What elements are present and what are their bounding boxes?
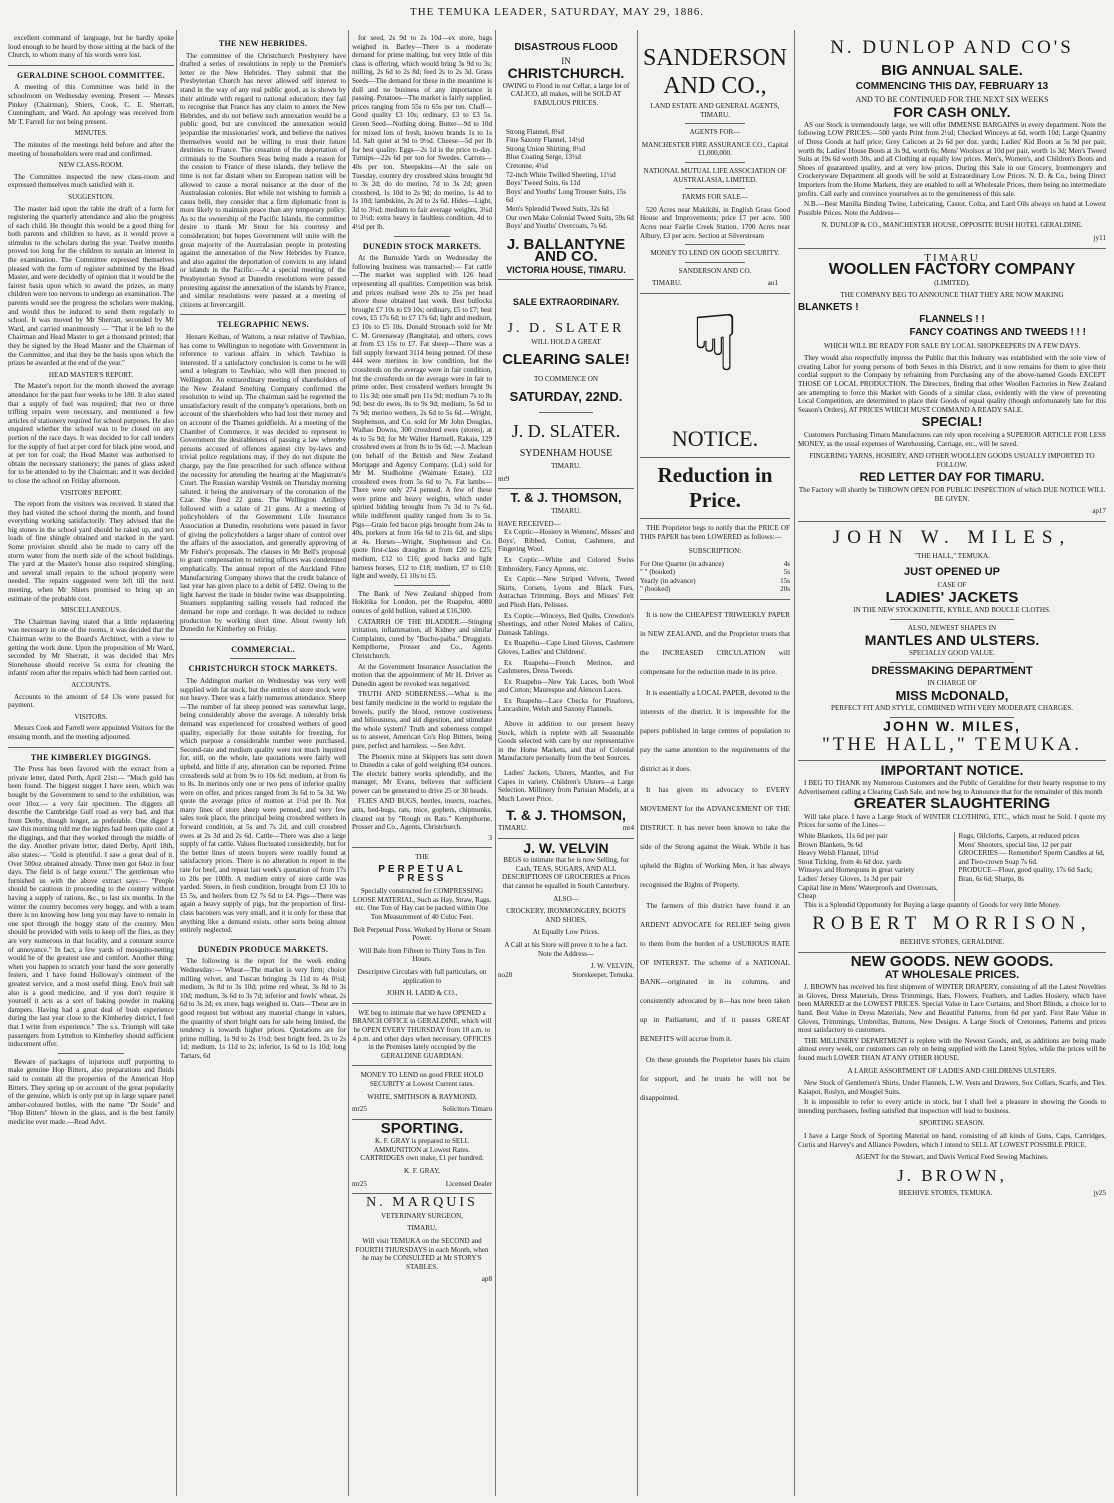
ad-text: TIMARU. xyxy=(551,507,581,515)
ad-text: LAND ESTATE AND GENERAL AGENTS, TIMARU. xyxy=(650,102,780,119)
article-text: TRUTH AND SOBERNESS.—What is the best family medicine in the world to regulate the bowels, purify the blood, remove costiveness and biliousness, and aid digestion, and stimulate the whole system? Truth and soberness compel us to answer, American Co's Hop Bitters, being pure, perfect and harmless. —See Advt. xyxy=(352,690,492,750)
ad-code: ap8 xyxy=(481,1275,492,1284)
article-text: The Master's report for the month showed the average attendance for the past four weeks to be 180. It also stated that a supply of fuel was required; that two or three trifling repairs were necessary, and mentioned a few articles of stationery required for school purposes. He also enquired whether the school was to be closed on any portion of the race days. It was decided to for call tenders for the supply of fuel at per cord for black pine wood, and at per ton for coal; the Head Master was authorised to obtain the necessary stationery; the panes of glass asked for to be attended to by the Chairman; and it was decided to close the school on Friday afternoon. xyxy=(8,382,174,485)
ad-title: SANDERSON xyxy=(642,45,788,71)
column-rule xyxy=(348,30,349,1496)
ad-title: "THE HALL," TEMUKA. xyxy=(821,734,1083,756)
ad-title: JUST OPENED UP xyxy=(904,566,1000,579)
subscription-price: 4s xyxy=(783,559,790,568)
subscription-price: 20s xyxy=(780,585,790,594)
divider xyxy=(685,262,745,263)
ad-text: At Equally Low Prices. xyxy=(532,928,600,937)
ad-text: CROCKERY, IRONMONGERY, BOOTS AND SHOES, xyxy=(506,907,626,924)
article-text: Above in addition to our present heavy Stock, which is replete with all Seasonable Goods selected with care by our representative in the Home Markets, and that of Colonial Manufacture personally from the best Sources. xyxy=(498,720,634,763)
pointing-hand-icon: ☟ xyxy=(691,299,739,387)
ad-text: IN xyxy=(561,55,571,66)
section-heading: ACCOUNTS. xyxy=(71,680,111,689)
subscription-price: 5s xyxy=(783,568,790,577)
article-text: The Bank of New Zealand shipped from Hokitika for London, per the Ruapehu, 4080 ounces of gold bullion, valued at £16,300. xyxy=(352,589,492,615)
ad-title: J. D. SLATER. xyxy=(511,421,621,442)
divider xyxy=(180,639,346,640)
price-item: Strong Flannel, 8¼d xyxy=(506,127,564,136)
divider xyxy=(352,847,492,848)
list-item: Ex Coptic—White and Colored Swiss Embroidery, Fancy Aprons, etc. xyxy=(498,555,634,573)
divider xyxy=(352,1193,492,1194)
ad-title: WOOLLEN FACTORY COMPANY xyxy=(828,261,1076,279)
article-heading: CHRISTCHURCH STOCK MARKETS. xyxy=(188,664,338,674)
ad-title: T. & J. THOMSON, xyxy=(510,490,622,506)
list-item: Ex Ruapehu—French Merinos, and Cashmeres, Dress Tweeds. xyxy=(498,658,634,676)
ad-text: ALSO, NEWEST SHAPES IN xyxy=(907,623,997,632)
ad-text: BEEHIVE STORES, TEMUKA. xyxy=(898,1188,993,1197)
list-item: Ex Coptic—Hosiery in Womens', Misses' and Boys', Ribbed, Cotton, Cashmere, and Fingering Wool. xyxy=(498,528,634,554)
ad-text: TIMARU. xyxy=(551,462,581,471)
article-text: They would also respectfully impress the Public that this Industry was established with the sole view of creating Labor for young persons of both Sexes in this District, and it now remains for them to give their cordial support to the Company by refraining from Purchasing any of the above-named Goods EXCEPT THOSE OF LOCAL PRODUCTION. The Directors, finding that other Woollen Factories in New Zealand are attempting to force this Market with Goods of a similar class, evidently with the view of preventing Local Competition, are determined to place their Goods of equal quality (though unfortunately late for this Season's Orders), AT PRICES WHICH MUST COMMAND A READY SALE. xyxy=(798,354,1106,414)
list-item: Ex Coptic—Winceys, Bed Quilts, Crewdon's Sheetings, and other Noted Makes of Calico, Damask Tablings. xyxy=(498,611,634,637)
article-text: Messrs Cook and Farrell were appointed Visitors for the ensuing month, and the meeting adjourned. xyxy=(8,724,174,741)
ad-code: jy25 xyxy=(1093,1188,1106,1197)
ad-text: A LARGE ASSORTMENT OF LADIES AND CHILDRENS ULSTERS. xyxy=(847,1066,1057,1075)
ad-title: SALE EXTRAORDINARY. xyxy=(512,297,620,308)
divider xyxy=(180,314,346,315)
ad-text: THE COMPANY BEG TO ANNOUNCE THAT THEY ARE NOW MAKING xyxy=(840,291,1064,300)
ad-text: Will visit TEMUKA on the SECOND and FOURTH THURSDAYS in each Month, when he may be CONSULTED at Mr STORY'S STABLES. xyxy=(355,1237,489,1271)
ad-text: The Factory will shortly be THROWN OPEN FOR PUBLIC INSPECTION of which DUE NOTICE WILL BE GIVEN. xyxy=(798,485,1106,503)
price-item: GROCERIES — Remember! Sperm Candles at 6d, and Two-crown Soap 7s 6d. xyxy=(958,849,1105,866)
ad-title: IMPORTANT NOTICE. xyxy=(880,762,1024,779)
section-heading: NEW CLASS-ROOM. xyxy=(58,161,124,170)
column-rule xyxy=(794,30,795,1496)
subscription-label: " " (booked) xyxy=(640,568,675,577)
ad-title: SYDENHAM HOUSE xyxy=(519,447,613,459)
list-item: Ex Ruapehu—Cape Lined Gloves, Cashmere Gloves, Ladies' and Childrens'. xyxy=(498,639,634,656)
divider xyxy=(230,939,296,940)
ad-text: TIMARU xyxy=(924,251,980,264)
ad-code: jy11 xyxy=(1093,233,1106,242)
section-heading: VISITORS' REPORT. xyxy=(59,488,123,497)
article-text: Beware of packages of injurious stuff purporting to make genuine Hop Bitters, also preparations and fluids said to contain all the properties of the American Hop Bitters. They spring up on account of the great popularity of the genuine, which is only put up in large square panel amber-coloured bottles, with the name "Dr Soule" and "Hop Bitters" blown in the glass, and is the best family medicine ever made.—Read Advt. xyxy=(8,1057,174,1126)
divider xyxy=(798,248,1106,249)
article-text: The master laid upon the table the draft of a form for registering the quarterly attendance and also the progress of each child. He thought this would be a good thing for both parents and children to have, as it would prove a stimulus to the scholars during the year. Twelve months proved too long for the children to sustain an interest in the examination. The Committee expressed themselves pleased with the form of register submitted by the Head Master, and were decidedly of opinion that it would be the fairest basis upon which to award the prizes, as many children were too nervous to undergo an examination. The parents would see the progress the scholars were making, and would thus be induced to send them regularly to school. It was moved by Mr Sherratt, seconded by Mr Ward, and carried unanimously — "That it be left to the Chairman and Head Master to get a thousand printed; that they be signed by the Head Master and the Chairman of the Committee, and that they be the basis upon which the prizes be awarded at the end of the year." xyxy=(8,204,174,368)
ad-title: MISS McDONALD, xyxy=(895,687,1009,703)
ad-text: HAVE RECEIVED— xyxy=(498,519,561,528)
divider xyxy=(685,162,745,163)
list-item: Ex Ruapehu—Lace Checks for Pinafores, Lancashire, Welsh and Saxony Flannels. xyxy=(498,696,634,714)
article-heading: GERALDINE SCHOOL COMMITTEE. xyxy=(17,70,165,80)
article-text: The committee of the Christchurch Presbytery have drafted a series of resolutions in reply to the Premier's letter re the New Hebrides. They submit that the Presbyterian Church has never allowed self interest to stand in the way of any real public good, as is shown by their attitude with regard to national education; they fail to recognise that France has any claim to annex the New Hebrides, and do not believe such annexation would be a public good, but are convinced the annexation would jeopardise the missionaries' work, and believe the natives themselves would not be willing to trust their future destinies to France. The cessation of the deportation of criminals to the Southern Seas being made a reason for the cession to France of these islands, they believe the time is not far distant when no European nation will be allowed to cause a moral nuisance at the door of the Australasian colonies. But while not wishing to furnish a casus belli, they consider that a firm diplomatic front is more likely to maintain peace than any temporary policy. As to the ownership of the Pacific Islands, the committee desire to thank Mr Stout for his courtesy and consideration; but hopes Government will unite with the great majority of the Australasian people in protesting against the annexation of the New Hebrides by France, and also against the deportation of convicts to any island or islands in the Pacific.—At a special meeting of the Presbyterian Synod at Dunedin resolutions were passed protesting against the annexation of the islands by France, and similar resolutions were passed at a meeting of citizens at Invercargill. xyxy=(180,51,346,309)
ad-footer xyxy=(352,1180,492,1189)
article-text: THE Proprietor begs to notify that the PRICE OF THIS PAPER has been LOWERED as follows:— xyxy=(640,523,790,541)
ad-text: SPORTING SEASON. xyxy=(919,1119,985,1128)
article-text: The Chairman having stated that a little replastering was necessary in one of the rooms, it was decided that the Chairman write to the Board's Architect, with a view to getting the work done. Upon the proposition of Mr Ward, seconded by Mr Sherratt, it was decided that Mrs Stonehouse should receive 5s extra for cleaning the infants' room after the repairs which had been carried out. xyxy=(8,617,174,678)
price-item: PRODUCE—Flour, good quality, 17s 6d Sack; Bran, 6s 6d; Sharps, 8s xyxy=(958,866,1093,883)
ad-title: J. W. VELVIN xyxy=(523,839,609,856)
price-item: White Blankets, 11s 6d per pair xyxy=(798,832,888,841)
article-text: The report from the visitors was received. It stated that they had visited the school during the month, and found everything working satisfactorily. They advised that the big stones in the school yard should be raked up, and ten loads of fine shingle obtained and stacked in the yard. Some provision should also be made to carry off the storm water from the north side of the school buildings. The yard at the Master's house also required shingling, and several small repairs to the school property were needed. The repairs suggested were left till the next meeting, when Mr Shiers promised to bring up an estimate of the probable cost. xyxy=(8,500,174,603)
price-item: Strong Union Shirting, 8½d xyxy=(506,144,586,153)
section-heading: HEAD MASTER'S REPORT. xyxy=(48,370,134,379)
ad-text: IN CHARGE OF xyxy=(927,679,977,688)
divider xyxy=(685,244,745,245)
article-text: At the Burnside Yards on Wednesday the following business was transacted:— Fat cattle—The market was supplied with 126 head representing all qualities. Competition was brisk and prices realised were 20s to 25s per head above those obtained last week. Best bullocks brought £7 10s to £9 10s; ordinary, £5 to £7; best cows, £5 17s 6d; to £7 17s 6d; light and medium, £3 10s to £5 10s. Donald Stronach sold for Mr C. M. Greenaway (Rangitata), and others, cows at from £3 15s to £7. Fat sheep—There was a full supply forward 3114 being penned. Of these 444 were merinos in low condition, but the crossbreds on the average were in fair condition, but the crossbreds on the average were in fair to prime order. Best crossbred wethers brought 9s to 11s 3d; one small pen 11s 9d; medium 7s to 8s 9d; best do ewes, 8s to 9s 9d; medium, 5s 6d to 7s 9d; merino wethers, 2s 6d to 5s 6d.—Wright, Stephenson, and Co. sold for Mr John Douglas, Waihao Downs, 300 crossbred ewes (stores), at 4s to 5s 9d; for Mr Walter Hartnell, Rakaia, 129 crossbred ewes at from 8s to 9s 6d; —J. Maclean (on behalf of the British and New Zealand Mortgage and Agency Company, (Ld.) sold for Mr M. Studholme (Waimate Estate), 132 crossbred ewes from 5s 6d to 7s. Fat lambs—There were only 274 penned. A few of these were prime and heavy weights, which under spirited bidding brought from 7s 3d to 7s 6d, while indifferent quality ranged from 3s to 5s. Pigs—Grain fed bacon pigs brought from 24s to 40s, porkers at from 16s 6d to 21s 6d, and slips at 4s. Horses—Wright, Stephenson and Co. quote first-class draughts at from £20 to £25; medium, £12 to £16; good hacks and light harness horses, £12 to £18; medium, £7 to £10; light and weedy, £1 10s to £5. xyxy=(352,254,492,581)
price-item: Cretonne, 4½d xyxy=(506,161,548,170)
ad-title: CLEARING SALE! xyxy=(502,351,630,369)
ad-text: MONEY TO LEND on good FREE HOLD SECURITY at Lowest Current rates. xyxy=(360,1071,484,1088)
section-heading: MISCELLANEOUS. xyxy=(60,606,122,615)
ad-title: NOTICE. xyxy=(671,425,759,451)
article-text: Accounts to the amount of £4 13s were passed for payment. xyxy=(8,692,174,710)
ad-text: WE beg to intimate that we have OPENED a BRANCH OFFICE in GERALDINE, which will be OPEN EVERY THURSDAY from 10 a.m. to 4 p.m. and other days when necessary. OFFICES in the Premises lately occupied by the GERALDINE GUARDIAN. xyxy=(352,1008,492,1060)
price-item: Blue Coating Serge, 13½d xyxy=(506,153,581,162)
article-text: The following is the report for the week ending Wednesday:— Wheat—The market is very firm; choice milling velvet, and Tuscan bringing 3s 11d to 4s 0½d; medium, 3s 8d to 3s 10d; prime red wheat, 3s 8d to 3s 10d; medium, 3s 6d to 3s 7d; inferior and fowls' wheat, 2s 6d to 3s 2d; ex store, bags weighed in. Oats—These are in good request but without any material change in values, the quantity of short bright oats for sale being limited, the tendency is towards higher prices. Quotations are for prime milling, 1s 9d to 2s 1½d; best bright feed, 2s to 2s 1d; medium, 1s 11d to 2s; inferior, 1s 6d to 1s 10d; long Tartars, 6d xyxy=(180,957,346,1060)
ad-text: Belt Perpetual Press. Worked by Horse or Steam Power. xyxy=(353,925,491,943)
divider xyxy=(58,1053,124,1054)
ad-title: NEW GOODS. NEW GOODS. xyxy=(850,952,1054,970)
ad-title: GREATER SLAUGHTERING xyxy=(853,795,1051,813)
ad-text: WILL HOLD A GREAT xyxy=(531,337,601,346)
subscription-label: " (booked) xyxy=(640,585,671,594)
ad-text: SPECIALLY GOOD VALUE. xyxy=(908,648,996,657)
ad-text: BEGS to intimate that he is now Selling, for Cash, TEAS, SUGARS, AND ALL DESCRIPTIONS OF GROCERIES at Prices that cannot be equalled in South Canterbury. xyxy=(501,856,631,890)
article-text: It is impossible to refer to every article in stock, but I shall feel a pleasure in showing the Goods to intending purchasers, feeling satisfied that inspection will lead to business. xyxy=(798,1098,1106,1115)
ad-footer xyxy=(798,1189,1106,1198)
price-lists xyxy=(798,832,1106,901)
list-item: Ex Coptic—New Striped Velvets, Tweed Skirts, Corsets, Lyons and Black Furs, Astrachan Trimming, Boys and Misses' Felt and Plush Hats, Pelisses. xyxy=(498,575,634,609)
ad-title: RED LETTER DAY FOR TIMARU. xyxy=(859,470,1045,485)
ad-title: J. BALLANTYNE xyxy=(506,235,626,253)
divider xyxy=(498,488,634,489)
article-text: On these grounds the Proprietor bases his claim for support, and he trusts he will not be disappointed. xyxy=(640,1055,790,1103)
article-text: I have a Large Stock of Sporting Material on hand, consisting of all kinds of Guns, Caps, Cartridges, Curtis and Harvey's and Alliance Powders, which I intend to SELL AT LOWEST POSSIBLE PRICE. xyxy=(798,1132,1106,1149)
article-text: I BEG TO THANK my Numerous Customers and the Public of Geraldine for their hearty response to my Advertisement calling a Clearing Cash Sale, and now beg to Announce that for the remainder of this month xyxy=(798,779,1106,796)
ad-title: LADIES' JACKETS xyxy=(885,588,1019,606)
article-text: This is a Splendid Opportunity for Buying a large quantity of Goods for very little Money. xyxy=(804,900,1061,909)
divider xyxy=(685,123,745,124)
ad-title: BIG ANNUAL SALE. xyxy=(881,62,1023,79)
ad-title: T. & J. THOMSON, xyxy=(506,807,626,824)
ad-footer xyxy=(498,971,634,980)
article-text: It is essentially a LOCAL PAPER, devoted to the interests of the district. It is impossible for the papers published in large centres of population to pay the same attention to the requirements of the district as it does. xyxy=(640,688,790,774)
price-item: Men's Splendid Tweed Suits, 32s 6d xyxy=(506,204,609,213)
ad-title: FLANNELS ! ! xyxy=(919,314,985,326)
subscription-row xyxy=(640,577,790,586)
subscription-row xyxy=(640,585,790,594)
ad-text: SUBSCRIPTION: xyxy=(688,547,742,556)
column-4 xyxy=(498,34,634,1494)
price-item: Rugs, Oilcloths, Carpets, at reduced prices xyxy=(958,832,1080,841)
ad-text: AGENTS FOR— xyxy=(689,128,741,137)
divider xyxy=(230,658,296,659)
divider xyxy=(640,293,790,294)
divider xyxy=(640,457,790,458)
article-text: N.B.—Best Manilla Binding Twine, Lubricating, Castor, Colza, and Lard Oils always on hand at Lowest Possible Prices. Note the Address— xyxy=(798,200,1106,217)
ad-title: JOHN W. MILES, xyxy=(883,717,1021,734)
ad-signature: J. W. VELVIN, xyxy=(590,962,634,971)
ad-title: DISASTROUS FLOOD xyxy=(514,42,618,53)
subscription-row xyxy=(640,560,790,569)
ad-signature: SANDERSON AND CO. xyxy=(678,266,752,275)
price-item: Heavy Welsh Flannel, 10½d xyxy=(798,849,879,858)
ad-code: mr9 xyxy=(498,474,510,483)
ad-code: no28 xyxy=(498,970,513,979)
ad-code: mr25 xyxy=(352,1105,367,1114)
ad-text: OWING to Flood in our Cellar, a large lot of CALICO, all makes, will be SOLD AT FABULOUS PRICES. xyxy=(502,81,630,107)
ad-code: 3 xyxy=(488,833,492,842)
ad-text: VICTORIA HOUSE, TIMARU. xyxy=(506,264,626,275)
divider xyxy=(394,585,450,586)
article-text: Henare Keihau, of Waitotu, a near relative of Tawhiao, has come to Wellington to negotiate with Government in reference to various affairs in which Tawhiao is interested. If a satisfactory conclusion is come to he will send a telegram to Tawhiao, who will then proceed to Wellington. An extraordinary meeting of shareholders of the New Zealand Smelting Company confirmed the resolution to wind up. The chairman said he regretted the unsatisfactory result of the company's operations, both on account of the shareholders who had lost their money and on account of the Thames goldfields. At a meeting of the Chamber of Commerce, it was decided to represent to Government the desirableness of passing a law whereby persons accused of offences against city by-laws and trivial police regulations may, if they do not dispute the charge, pay the fine prescribed for such offence without the necessity for attending the hearing at the Magistrate's Court. The Russian warship Vestnik on Thursday morning saluted, it being the anniversary of the coronation of the Czar. She fired 22 guns. The Wellington Artillery followed with a salute of 21 guns. At a meeting of policyholders of the Government Life Insurance Association at Dunedin, resolutions were passed in favor of giving the policyholders a larger share of control over the affairs of the association, and generally approving of Mr Fisher's proposals. The clauses in Mr Bell's proposal to grant compensation to retiring officers was condemned emphatically. The annual report of the Auckland Fibre Manufacturing Company shows that the credit balance of last year has given place to a debit of £492. Owing to the light harvest the trade in binder twine was disappointing. Steamers supplanting sailing vessels had reduced the demand for rope and cordage. It was decided to reduce production by working short time. About twenty left Dunedin for Kimberley on Friday. xyxy=(180,333,346,634)
article-text: FLIES AND BUGS, beetles, insects, roaches, ants, bed-bugs, rats, mice, gophers, chipmunks, cleared out by "Rough on Rats." Kempthorne, Prosser and Co., Agents, Christchurch. xyxy=(352,797,492,832)
article-text: The Phoenix mine at Skippers has sent down to Dunedin a cake of gold weighing 834 ounces. The electric battery works splendidly, and the manager, Mr Evans, believes that sufficient power can be generated to drive 25 or 30 heads. xyxy=(352,752,492,795)
ad-text: TIMARU. xyxy=(652,279,682,288)
price-item: Boys' and Youths' Long Trouser Suits, 15s 6d xyxy=(506,187,627,205)
ad-signature: JOHN H. LADD & CO., xyxy=(386,989,458,998)
ad-footer xyxy=(352,1105,492,1114)
article-heading: DUNEDIN STOCK MARKETS. xyxy=(362,241,482,251)
ad-text: "THE HALL," TEMUKA. xyxy=(914,551,990,560)
ad-code: au1 xyxy=(767,279,778,288)
ad-title: PERPETUAL PRESS xyxy=(378,864,466,884)
price-list-left xyxy=(798,832,946,901)
ad-text: TIMARU. xyxy=(498,824,528,832)
ad-text: Licensed Dealer xyxy=(445,1179,492,1188)
section-heading: SUGGESTION. xyxy=(68,192,114,201)
article-heading: DUNEDIN PRODUCE MARKETS. xyxy=(197,944,329,954)
divider xyxy=(685,188,745,189)
masthead: THE TEMUKA LEADER, SATURDAY, MAY 29, 1886. xyxy=(409,6,704,18)
article-text: THE MILLINERY DEPARTMENT is replete with the Newest Goods, and, as additions are being made almost every week, our customers can rely on being supplied with the Latest Styles, while the prices will be found much LOWER THAN AT ANY OTHER HOUSE. xyxy=(798,1036,1106,1062)
section-heading: VISITORS. xyxy=(74,712,108,721)
article-heading: THE NEW HEBRIDES. xyxy=(218,39,308,48)
ad-text: THE xyxy=(415,853,429,862)
ad-title: FANCY COATINGS AND TWEEDS ! ! ! xyxy=(909,327,1086,339)
divider xyxy=(539,412,593,413)
column-3 xyxy=(352,34,492,1494)
ad-title: FOR CASH ONLY. xyxy=(893,104,1011,121)
ad-footer xyxy=(640,279,790,288)
ad-title: Reduction in Price. xyxy=(657,462,773,512)
price-item: 72-inch White Twilled Sheeting, 11½d xyxy=(506,170,616,179)
divider xyxy=(8,65,174,66)
ad-text: MANCHESTER FIRE ASSURANCE CO., Capital £1,000,000. xyxy=(641,140,789,158)
column-2 xyxy=(180,34,346,1494)
divider xyxy=(498,279,634,280)
ad-title: N. MARQUIS xyxy=(366,1195,478,1211)
article-heading: COMMERCIAL. xyxy=(231,644,295,654)
ad-code: mr4 xyxy=(622,824,634,832)
ad-title: JOHN W. MILES, xyxy=(832,526,1072,548)
article-text: Customers Purchasing Timaru Manufactures can rely upon receiving a SUPERIOR ARTICLE FOR LESS MONEY, as the usual expenses of Warehousing, Carriage, etc., will be saved. xyxy=(798,431,1106,448)
list-item: Ex Ruapehu—New Yak Laces, both Wool and Cotton; Maurespue and Alencon Laces. xyxy=(498,677,634,695)
ad-title: BLANKETS ! xyxy=(798,301,859,313)
price-item: Brown Blankets, 9s 6d xyxy=(798,840,863,849)
article-heading: THE KIMBERLEY DIGGINGS. xyxy=(30,752,152,762)
article-text: The minutes of the meetings held before and after the meeting of householders were read and confirmed. xyxy=(8,140,174,158)
ad-title: SPECIAL! xyxy=(921,414,983,430)
ad-text: Will Bale from Fifteen to Thirty Tons in Ten Hours. xyxy=(359,946,485,964)
article-text: Will take place. I have a Large Stock of WINTER CLOTHING, ETC., which must be Sold. I quote my Prices for some of the Lines— xyxy=(798,812,1106,830)
article-text: CATARRH OF THE BLADDER.—Stinging irritation, inflammation, all Kidney and similar Complaints, cured by "Buchu-paiba." Druggists. Kempthorne, Prosser and Co., Agents Christchurch. xyxy=(352,617,492,660)
ad-text: IN THE NEW STOCKINETTE, KYRLE, AND BOUCLE CLOTHS. xyxy=(853,606,1051,615)
ad-title: J. BROWN, xyxy=(897,1165,1007,1185)
ad-text: WHICH WILL BE READY FOR SALE BY LOCAL SHOPKEEPERS IN A FEW DAYS. xyxy=(823,341,1081,350)
ad-signature: WHITE, SMITHSON & RAYMOND, xyxy=(367,1092,477,1101)
article-text: It is now the CHEAPEST TRIWEEKLY PAPER in NEW ZEALAND, and the Proprietor trusts that the INCREASED CIRCULATION will compensate for the reduction made in its price. xyxy=(640,610,790,677)
price-item: Boys' and Youths' Overcoats, 7s 6d. xyxy=(506,222,608,231)
ad-title: SATURDAY, 22ND. xyxy=(509,389,623,405)
ad-text: PERFECT FIT AND STYLE, COMBINED WITH VERY MODERATE CHARGES. xyxy=(831,704,1073,713)
price-item: Stout Ticking, from 4s 6d doz. yards xyxy=(798,857,902,866)
subscription-price: 15s xyxy=(780,576,790,585)
article-text: J. BROWN has received his first shipment of WINTER DRAPERY, consisting of all the Latest Novelties in Gloves, Dress Materials, Dress Trimmings, Hats, Flowers, Feathers, and Ladies Hosiery, which have been MARKED at the LOWEST PRICES. Special Value in Lace Curtains, and Short Blinds, a choice lot to hand. Best Value in Dress Materials, New and Beautiful Patterns, from 6d per yard. First Rate Value in Gloves, Trimmings, Umbrellas, Buttons, New Designs. A Large Stock of Cretonnes, Patterns and prices most satisfactory to customers. xyxy=(798,983,1106,1035)
article-heading: TELEGRAPHIC NEWS. xyxy=(217,320,309,330)
divider xyxy=(798,521,1106,522)
ad-text: ALSO— xyxy=(553,894,579,903)
column-rule xyxy=(176,30,177,1496)
divider xyxy=(798,760,1106,761)
ad-title: J. D. SLATER xyxy=(507,321,625,337)
ad-title: AND CO. xyxy=(534,248,598,266)
price-item: Boys' Tweed Suits, 6s 11d xyxy=(506,179,581,188)
subscription-row xyxy=(640,568,790,577)
ad-footer xyxy=(498,824,634,833)
ad-text: Specially constructed for COMPRESSING LOOSE MATERIAL, Such as Hay, Straw, Rags, etc. One Ton of Hay can be packed within One Ton Measurement of 40 Cubic Feet. xyxy=(352,887,492,921)
subscription-label: Yearly (in advance) xyxy=(640,576,696,585)
article-text: At the Government Insurance Association the motion that the appointment of Mr H. Driver as Dunedin agent be revoked was negatived. xyxy=(352,662,492,688)
ad-text: TIMARU, xyxy=(407,1224,437,1233)
ad-text: NATIONAL MUTUAL LIFE ASSOCIATION OF AUSTRALASIA, LIMITED. xyxy=(643,166,787,184)
column-rule xyxy=(495,30,496,1496)
ad-title: AT WHOLESALE PRICES. xyxy=(884,968,1020,981)
column-6 xyxy=(798,34,1106,1494)
ad-text: AGENT for the Stewart, and Davis Vertical Feed Sewing Machines. xyxy=(855,1153,1049,1162)
ad-text: MONEY TO LEND ON GOOD SECURITY. xyxy=(650,249,780,258)
column-rule xyxy=(637,30,638,1496)
article-text: The Press has been favored with the extract from a private letter, dated Perth, April 21st:— "Much gold has been found. The biggest nugget I have seen, which was bought by the Government to send to the exhibition, was over 10oz.— a very fair specimen. The diggers all describe the Cambridge Gulf road as very bad, and that from Derby, though longer, as preferable. One digger I saw this morning told me the nights had been quite cool at the diggings, and that they worked through the middle of the day. Another private letter, dated Derby, April 18th, also states:— "Gold is plentiful. I saw a great deal of it. Over 500oz obtained already. Three men got 64oz in four days. The field is of large extent." The gentleman who furnished us with the above extract says:— "People should be cautious in proceeding to the country without having a supply of rations, &c., to last six months. In the winter the country becomes very boggy, and with a team there is no knowing how long you may have to remain in one spot through the boggy state of the country. Men should be provided with veils to keep off the flies, as they are very numerous in that locality, and a constant source of annoyance." In fact, a few yards of mosquito-netting would be of the greatest use and comfort. Another thing: when you happen to scratch your hand the sore generally festers, and I have found Holloway's ointment of the greatest service, and a most useful thing. Eno's fruit salt also is a good medicine, and if you don't require it yourself it acts as a sort of baking powder in making dampers. Having had a great deal of bush experience during the last year close to the Kimberley district, I feel that I write from experience." The s.s. Triumph will take passengers from Lyttelton to Kimberley should sufficient inducement offer. xyxy=(8,765,174,1049)
ad-text: TO COMMENCE ON xyxy=(533,374,599,383)
divider xyxy=(352,1065,492,1066)
ad-title: ROBERT MORRISON, xyxy=(812,913,1092,935)
ad-signature: N. DUNLOP & CO., MANCHESTER HOUSE, OPPOSITE BUSH HOTEL GERALDINE. xyxy=(821,221,1083,230)
ad-text: FINGERING YARNS, HOSIERY, AND OTHER WOOLLEN GOODS USUALLY IMPORTED TO FOLLOW. xyxy=(809,452,1095,469)
price-item: Our own Make Colonial Tweed Suits, 59s 6d xyxy=(506,213,634,222)
article-text: A meeting of this Committee was held in the schoolroom on Wednesday evening. Present — Messrs Pinkey (Chairman), Shiers, Cook, C. E. Sherratt, Cunningham, and Ward. An apology was received from Mr T. Farrell for not being present. xyxy=(8,83,174,126)
article-text: The Committee inspected the new class-room and expressed themselves much satisfied with it. xyxy=(8,172,174,190)
price-list xyxy=(506,128,634,231)
ad-text: (LIMITED). xyxy=(934,278,970,287)
divider xyxy=(352,1003,492,1004)
ad-title: SPORTING. xyxy=(380,1119,464,1137)
price-list-right xyxy=(954,832,1107,901)
price-item: Mens' Shooters, special line, 12 per pair xyxy=(958,840,1073,849)
ad-text: Storekeeper, Temuka. xyxy=(572,970,634,979)
price-item: Fine Saxony Flannel, 14½d xyxy=(506,136,585,145)
column-5 xyxy=(640,34,790,1494)
article-text: for seed, 2s 9d to 2s 10d—ex store, bags weighed in. Barley—There is a moderate demand for prime malting, but very little of this class is offering, which would bring 3s 9d to 3s; milling, 2s 6d to 2s 8d; feed 2s to 2s 3d. Grass Seeds—The demand for these in the meantime is dull and no business of any importance is passing. Potatoes—The market is fairly supplied, prices ranging from 55s to 65s per ton. Chaff—Good quality £3 10s; ordinary, £3 to £3 5s. Green Seed—Nothing doing. Butter—9d to 10d for mixed lots of fresh, known brands 1s to 1s 1d. Salt quiet at 9d to 9½d. Cheese—5d per lb for best quality. Eggs—2s 1d is the price to-day. Turnips—22s 6d per ton for Swedes. Carrots—40s per ton. Sheepskins—At the sale on Tuesday, country dry crossbred skins brought 9d to 3s 2d; do do merino, 7d to 3s 2d; green crossbred, 1s 10d to 2s 9d; do merino, 1s 4d to 1s 10d; lambskins, 2s 2d to 2s 6d. Hides—Light, 3d to 3¼d; medium to fair average weights, 3¼d to 3½d; extra heavy in faultless condition, 4d to 4½d per lb. xyxy=(352,34,492,232)
article-text: excellent command of language, but he hardly spoke loud enough to be heard by those sitting at the back of the Church, to whom many of his words were lost. xyxy=(8,34,174,60)
divider xyxy=(640,518,790,519)
ad-text: FARMS FOR SALE— xyxy=(682,193,748,202)
ad-text: K. F. GRAY is prepared to SELL AMMUNITION at Lowest Rates. CARTRIDGES own make, £1 per hundred. xyxy=(360,1137,484,1163)
price-item: Winseys and Homespuns in great variety xyxy=(798,866,915,875)
ad-title: DRESSMAKING DEPARTMENT xyxy=(871,664,1033,677)
divider xyxy=(640,599,790,600)
ad-text: Solicitors Timaru xyxy=(442,1105,492,1114)
ad-text: AND TO BE CONTINUED FOR THE NEXT SIX WEEKS xyxy=(855,94,1049,104)
divider xyxy=(498,838,634,839)
divider xyxy=(8,747,174,748)
ad-text: Descriptive Circulars with full particulars, on application to xyxy=(357,967,487,985)
ad-code: ap17 xyxy=(1092,507,1106,516)
column-1 xyxy=(8,34,174,1494)
divider xyxy=(890,619,1013,620)
article-text: Ladies' Jackets, Ulsters, Mantles, and Fur Capes in variety. Children's Ulsters—a Large Selection. Millinery from Parisian Models, at a Much Lower Price. xyxy=(498,769,634,803)
price-item: Ladies' Jersey Gloves, 1s 3d per pair xyxy=(798,875,902,883)
subscription-label: For One Quarter (in advance) xyxy=(640,559,724,568)
ad-signature: K. F. GRAY, xyxy=(404,1167,440,1176)
ad-text: A Call at his Store will prove it to be a fact. Note the Address— xyxy=(504,940,628,958)
ad-title: N. DUNLOP AND CO'S xyxy=(830,37,1074,58)
ad-text: VETERINARY SURGEON, xyxy=(381,1211,463,1220)
divider xyxy=(890,662,1013,663)
article-text: The farmers of this district have found it an ARDENT ADVOCATE for RELIEF being given to them from the burden of a USURIOUS RATE OF INTEREST. The scheme of a NATIONAL BANK—originated in its columns, and consistently advocated by it—has now been taken up in Parliament, and if it passes GREAT BENEFITS will accrue from it. xyxy=(640,901,790,1044)
ad-text: CASE OF xyxy=(937,580,967,589)
ad-text: BEEHIVE STORES, GERALDINE. xyxy=(899,938,1005,947)
ad-title: AND CO., xyxy=(663,73,767,99)
article-text: 520 Acres near Makikihi, in English Grass Good House and Improvements; price £7 per acre. 500 Acres near Fairlie Creek Station. 1700 Acres near Albury, £3 per acre. Section at Silverstream xyxy=(640,205,790,240)
article-text: New Stock of Gentlemen's Shirts, Under Flannels, L.W. Vests and Drawers, Sox Collars, Scarfs, and Ties. Kaiapoi, Roslyn, and Mosgiel Suits. xyxy=(798,1079,1106,1096)
price-item: Capital line in Mens' Waterproofs and Overcoats, Cheap xyxy=(798,883,938,901)
ad-text: COMMENCING THIS DAY, FEBRUARY 13 xyxy=(855,81,1049,92)
article-text: AS our Stock is tremendously large, we will offer IMMENSE BARGAINS in every department. Note the following LOW PRICES:—500 yards Print from 2½d; Checked Winceys at 6d, worth 10d; Large Quantity of Dress Goods at half price; Grey Calicoes at 2s 6d per doz. yards; Ladies' Kid Boots at 5s 9d per pair, worth 8s; Ladies' House Boots at 3s 9d, worth 6s; Mens' Woolsox at 10d per pair, worth 1s 3d; Men's Tweed Suits at 19s 6d worth 30s, and all Clothing at equally low prices. Men's, Women's, and Children's Boots and Shoes of guaranteed quality, and at very low prices. During this Sale in our Grocery, Ironmongery and Crockeryware Department all goods will be sold at Extraordinary Low Prices. N. D. & Co., being Direct Importers from the Home Markets, they are enabled to sell at Wholesale Prices, there being no intermediate profits. Call early and convince yourselves as to the genuineness of this sale. xyxy=(798,120,1106,198)
ad-code: mr25 xyxy=(352,1179,367,1188)
section-heading: MINUTES. xyxy=(74,129,108,138)
ad-title: MANTLES AND ULSTERS. xyxy=(864,632,1040,649)
ad-title: CHRISTCHURCH. xyxy=(507,65,625,82)
article-text: The Addington market on Wednesday was very well supplied with fat stock, but the entries of store stock were not heavy. There was a fairly numerous attendance. Sheep—The number of fat sheep penned was somewhat large, being considerably above the average. A tolerably brisk demand was experienced for crossbred wethers of good quality, especially for those suitable for freezing, for which purpose a considerable number were purchased. Second-rate and medium quality were not much inquired for, still, on the whole, late quotations were fairly well upheld, and little if any, alteration can be reported. Prime crossbreds sold at from 9s to 10s 6d; medium, at from 6s to 8s. In merinos only one or two pens of inferior quality were on offer, and prices ranged from 3s 6d to 5s 3d. We quote the average price of mutton at 1½d per lb. Not many lines of store sheep were penned, and very few sales took place, the principal being crossbred wethers in forward condition, at 5s and 7s 2d, and cull crossbred ewes at 2s 3d and 2s 6d. Cattle—There was also a large supply of fat cattle. Values fluctuated considerably, but for the better lines of steers buyers were readily found at satisfactory prices. There is no alteration to report in the rate for beef, and repeat last week's quotation of from 17s to 20s per 100lb. A medium entry of store cattle was yarded. Steers, in fresh condition, brought from £3 10s to £5 5s, and heifers from £2 7s 6d to £4. Pigs—There was again a heavy supply of pigs, but the proportion of first-class baconers was very small, and it is only for these that anything like a demand exists, other sorts being almost entirely neglected. xyxy=(180,676,346,935)
article-text: It has given its advocacy to EVERY MOVEMENT for the ADVANCEMENT OF THE DISTRICT. It has never been known to take the side of the Strong against the Weak. While it has upheld the Rights of Working Men, it has always recognised the Rights of Property. xyxy=(640,785,790,890)
divider xyxy=(394,236,450,237)
